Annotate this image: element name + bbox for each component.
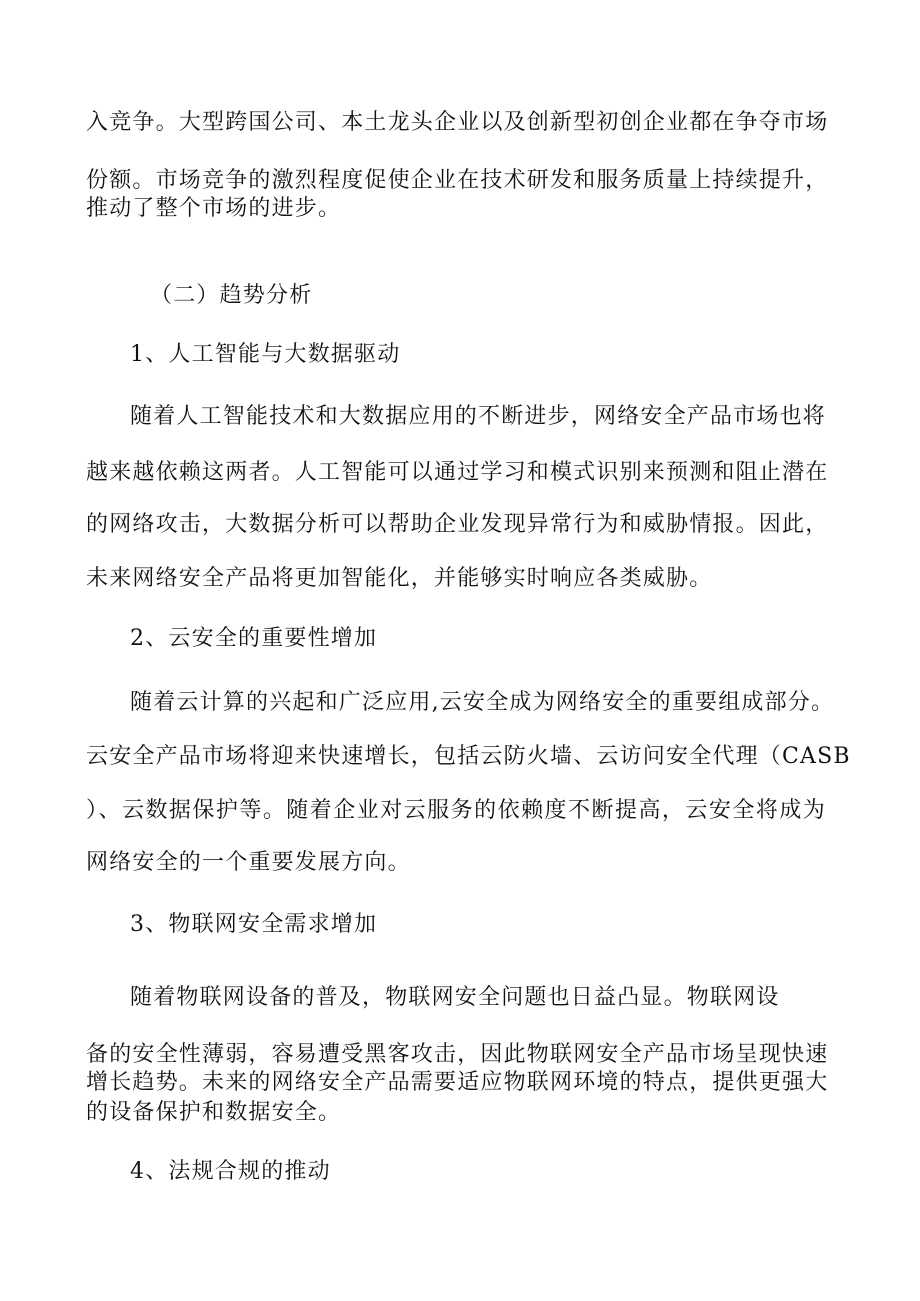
paragraph-line: 的网络攻击，大数据分析可以帮助企业发现异常行为和威胁情报。因此， xyxy=(86,512,829,537)
paragraph-line: 入竞争。大型跨国公司、本土龙头企业以及创新型初创企业都在争夺市场 xyxy=(86,110,829,135)
paragraph-line: 的设备保护和数据安全。 xyxy=(86,1100,342,1125)
paragraph-line: ）、云数据保护等。随着企业对云服务的依赖度不断提高，云安全将成为 xyxy=(86,798,826,823)
section-heading: （二）趋势分析 xyxy=(150,283,313,308)
subsection-heading-1: 1、人工智能与大数据驱动 xyxy=(130,342,401,367)
paragraph-line: 推动了整个市场的进步。 xyxy=(86,196,342,221)
paragraph-line: 随着物联网设备的普及，物联网安全问题也日益凸显。物联网设 xyxy=(130,985,780,1010)
paragraph-line: 份额。市场竞争的激烈程度促使企业在技术研发和服务质量上持续提升， xyxy=(86,168,829,193)
paragraph-line: 越来越依赖这两者。人工智能可以通过学习和模式识别来预测和阻止潜在 xyxy=(86,460,829,485)
subsection-heading-4: 4、法规合规的推动 xyxy=(130,1159,331,1184)
paragraph-line: 未来网络安全产品将更加智能化，并能够实时响应各类威胁。 xyxy=(86,566,713,591)
subsection-heading-2: 2、云安全的重要性增加 xyxy=(130,626,378,651)
paragraph-line: 备的安全性薄弱，容易遭受黑客攻击，因此物联网安全产品市场呈现快速 xyxy=(86,1042,829,1067)
paragraph-line: 增长趋势。未来的网络安全产品需要适应物联网环境的特点，提供更强大 xyxy=(86,1070,829,1095)
paragraph-line: 随着云计算的兴起和广泛应用,云安全成为网络安全的重要组成部分。 xyxy=(130,690,835,715)
subsection-heading-3: 3、物联网安全需求增加 xyxy=(130,912,378,937)
paragraph-line: 随着人工智能技术和大数据应用的不断进步，网络安全产品市场也将 xyxy=(130,404,827,429)
paragraph-line: 云安全产品市场将迎来快速增长，包括云防火墙、云访问安全代理（CASB xyxy=(86,744,851,769)
paragraph-line: 网络安全的一个重要发展方向。 xyxy=(86,850,411,875)
